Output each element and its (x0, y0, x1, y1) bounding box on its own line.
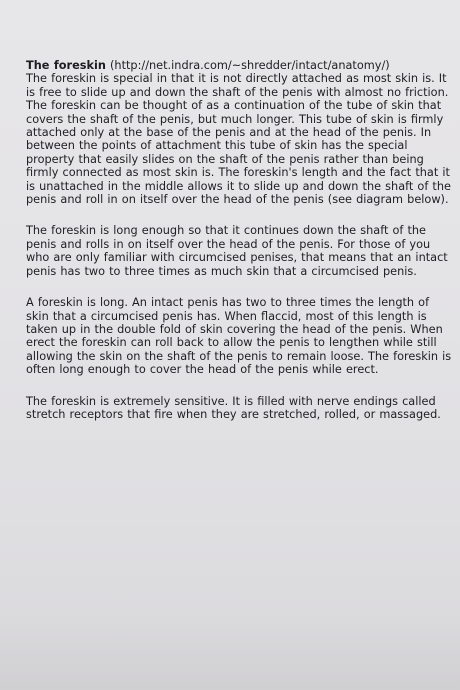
paragraph-text: A foreskin is long. An intact penis has two to three times the length of skin that a circumcised penis has. When flaccid, most of this length is taken up in the double fold of skin covering the head of the penis. When erect the foreskin can roll back to allow the penis to lengthen while still allowing the skin on the shaft of the penis to remain loose. The foreskin is often long enough to cover the head of the penis while erect. (26, 296, 452, 377)
paragraph (26, 224, 452, 278)
document-title: The foreskin (26, 59, 106, 72)
source-url: (http://net.indra.com/~shredder/intact/anatomy/) (110, 59, 390, 72)
paragraph (26, 395, 452, 422)
paragraph-text: The foreskin is long enough so that it continues down the shaft of the penis and rolls in on itself over the head of the penis. For those of you who are only familiar with circumcised penises, that means that an intact penis has two to three times as much skin that a circumcised penis. (26, 224, 448, 278)
paragraph (26, 296, 452, 376)
paragraph-text: The foreskin is special in that it is not directly attached as most skin is. It is free to slide up and down the shaft of the penis with almost no friction. The foreskin can be thought of as a continuation of the tube of skin that covers the shaft of the penis, but much longer. This tube of skin is firmly attached only at the base of the penis and at the head of the penis. In between the points of attachment this tube of skin has the special property that easily slides on the shaft of the penis rather than being firmly connected as most skin is. The foreskin's length and the fact that it is unattached in the middle allows it to slide up and down the shaft of the penis and roll in on itself over the head of the penis (see diagram below). (26, 72, 451, 207)
paragraph-text: The foreskin is extremely sensitive. It is filled with nerve endings called stretch receptors that fire when they are stretched, rolled, or massaged. (26, 394, 441, 421)
intro-paragraph (26, 59, 452, 206)
